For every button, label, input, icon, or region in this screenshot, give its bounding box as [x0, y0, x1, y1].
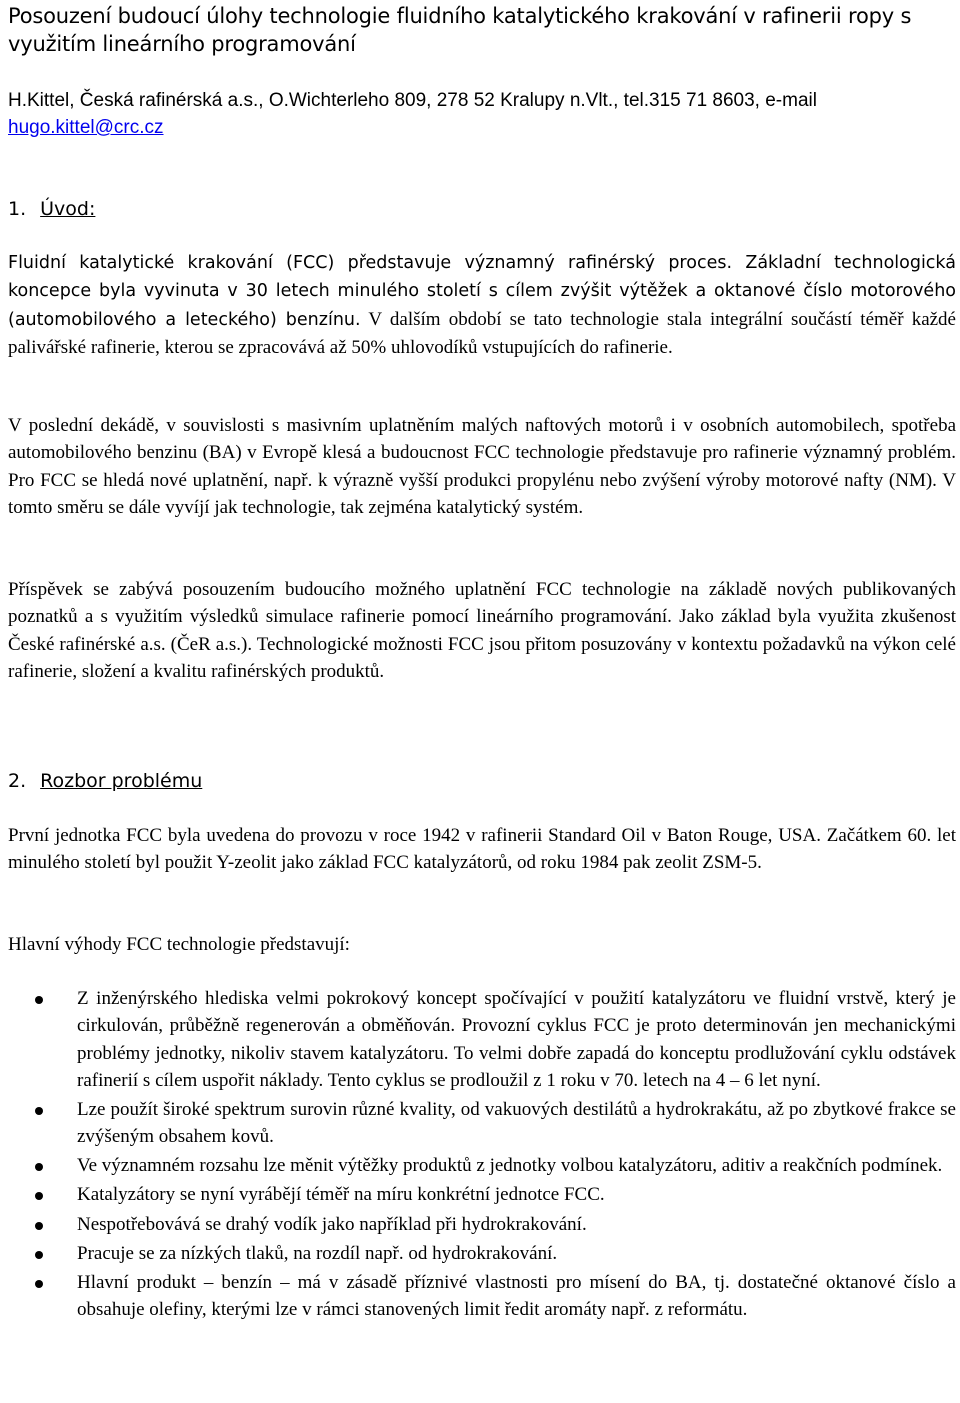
list-item: Ve významném rozsahu lze měnit výtěžky produktů z jednotky volbou katalyzátoru, aditiv a reakčních podmínek. [8, 1152, 956, 1179]
bullet-icon [35, 1251, 43, 1259]
author-email-link[interactable]: hugo.kittel@crc.cz [8, 117, 164, 138]
section-title: Úvod: [40, 198, 96, 220]
bullet-icon [35, 1192, 43, 1200]
author-address: H.Kittel, Česká rafinérská a.s., O.Wichterleho 809, 278 52 Kralupy n.Vlt., tel.315 71 8603, e-mail [8, 90, 817, 111]
list-item: Hlavní produkt – benzín – má v zásadě příznivé vlastnosti pro mísení do BA, tj. dostatečné oktanové číslo a obsahuje olefiny, kterými lze v rámci stanovených limit ředit aromáty např. z reformátu. [8, 1269, 956, 1324]
section-number: 1. [8, 198, 27, 220]
section-title: Rozbor problému [40, 770, 203, 792]
list-item: Z inženýrského hlediska velmi pokrokový koncept spočívající v použití katalyzátoru ve fluidní vrstvě, který je cirkulován, průběžně regenerován a obměňován. Provozní cyklus FCC je proto determinován jen mechanickými problémy jednotky, nikoliv stavem katalyzátoru. To velmi dobře zapadá do konceptu prodlužování cyklu odstávek rafinerií s cílem uspořit náklady. Tento cyklus se prodloužil z 1 roku v 70. letech na 4 – 6 let nyní. [8, 985, 956, 1094]
analysis-paragraph-2: Hlavní výhody FCC technologie představují: [8, 934, 350, 955]
intro-sentence-sans: Fluidní katalytické krakování (FCC) představuje významný rafinérský proces. [8, 253, 733, 273]
intro-paragraph-2: V poslední dekádě, v souvislosti s masivním uplatněním malých naftových motorů i v osobních automobilech, spotřeba automobilového benzinu (BA) v Evropě klesá a budoucnost FCC technologie představuje pro rafinerie významný problém. Pro FCC se hledá nové uplatnění, např. k výrazně vyšší produkci propylénu nebo zvýšení výroby motorové nafty (NM). V tomto směru se dále vyvíjí jak technologie, tak zejména katalytický systém. [8, 415, 956, 518]
analysis-paragraph-1: První jednotka FCC byla uvedena do provozu v roce 1942 v rafinerii Standard Oil v Baton Rouge, USA. Začátkem 60. let minulého století byl použit Y-zeolit jako základ FCC katalyzátorů, od roku 1984 pak zeolit ZSM-5. [8, 825, 956, 874]
list-item: Nespotřebovává se drahý vodík jako například při hydrokrakování. [8, 1211, 956, 1238]
intro-sentence-sans-2: Základní technologická koncepce byla vyvinuta v 30 letech minulého století s cílem zvýšit výtěžek a oktanové číslo motorového (automobilového a leteckého) benzínu. [8, 253, 956, 330]
intro-sentence-serif: V dalším období se tato technologie stala integrální součástí téměř každé palivářské rafinerie, kterou se zpracovává až 50% uhlovodíků vstupujících do rafinerie. [8, 308, 956, 358]
section-number: 2. [8, 770, 27, 792]
advantages-list [8, 985, 956, 1325]
intro-paragraph-1 [8, 249, 956, 361]
bullet-icon [35, 1280, 43, 1288]
document-title: Posouzení budoucí úlohy technologie fluidního katalytického krakování v rafinerii ropy s využitím lineárního programování [8, 4, 912, 56]
author-info [8, 87, 956, 141]
section-heading-analysis [8, 768, 202, 794]
list-item: Lze použít široké spektrum surovin různé kvality, od vakuových destilátů a hydrokrakátu, až po zbytkové frakce se zvýšeným obsahem kovů. [8, 1096, 956, 1151]
list-item: Katalyzátory se nyní vyrábějí téměř na míru konkrétní jednotce FCC. [8, 1181, 956, 1208]
bullet-icon [35, 1107, 43, 1115]
section-heading-intro [8, 196, 95, 222]
list-item: Pracuje se za nízkých tlaků, na rozdíl např. od hydrokrakování. [8, 1240, 956, 1267]
bullet-icon [35, 996, 43, 1004]
bullet-icon [35, 1222, 43, 1230]
intro-paragraph-3: Příspěvek se zabývá posouzením budoucího možného uplatnění FCC technologie na základě nových publikovaných poznatků a s využitím výsledků simulace rafinerie pomocí lineárního programování. Jako základ byla využita zkušenost České rafinérské a.s. (ČeR a.s.). Technologické možnosti FCC jsou přitom posuzovány v kontextu požadavků na výkon celé rafinerie, složení a kvalitu rafinérských produktů. [8, 579, 956, 682]
bullet-icon [35, 1163, 43, 1171]
